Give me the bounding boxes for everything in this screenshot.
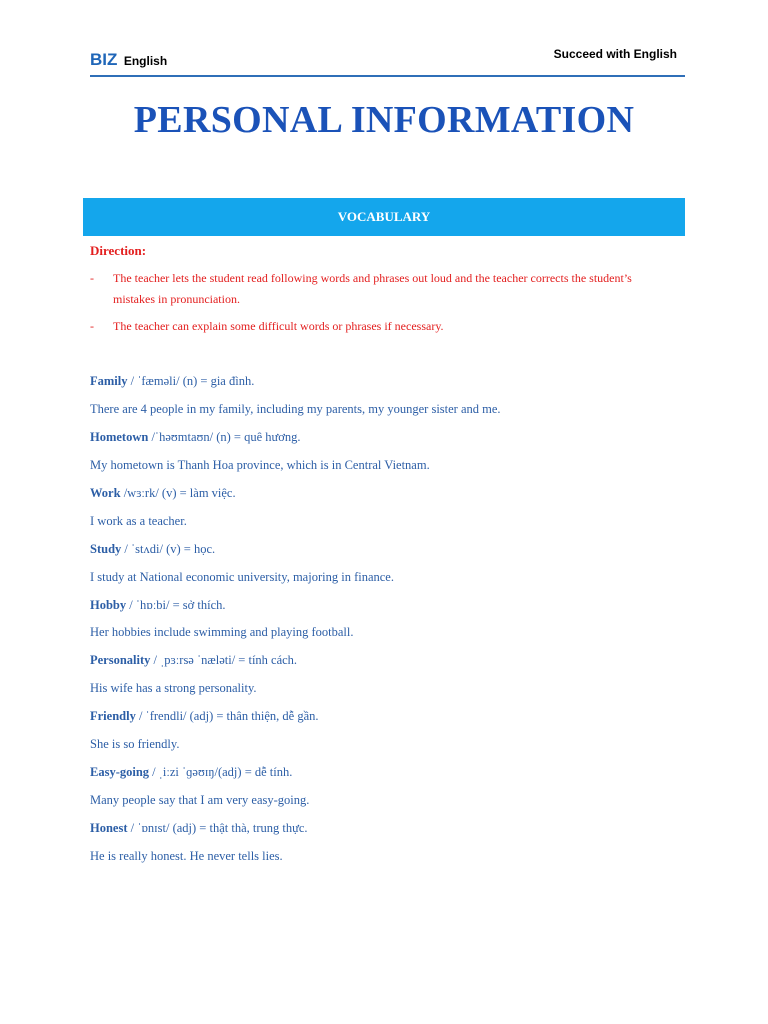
vocab-example: Many people say that I am very easy-going. <box>90 793 310 807</box>
vocab-definition: / ˈhɒːbi/ = sở thích. <box>126 598 226 612</box>
vocab-definition: / ˈfrendli/ (adj) = thân thiện, dễ gần. <box>135 709 319 723</box>
vocab-definition: / ˈfæməli/ (n) = gia đình. <box>127 374 255 388</box>
vocab-word: Family <box>90 374 128 388</box>
brand-english: English <box>123 54 168 68</box>
vocab-entry <box>90 374 690 389</box>
vocab-example: She is so friendly. <box>90 737 180 751</box>
page-header <box>90 45 685 77</box>
vocab-example: My hometown is Thanh Hoa province, which is in Central Vietnam. <box>90 458 430 472</box>
vocab-entry <box>90 486 690 501</box>
bullet-dash: - <box>90 319 94 333</box>
brand-logo <box>90 50 167 70</box>
brand-biz: BIZ <box>90 50 118 69</box>
vocab-word: Hometown <box>90 430 149 444</box>
vocab-entry <box>90 765 690 780</box>
direction-label: Direction: <box>90 243 147 258</box>
vocab-example: He is really honest. He never tells lies. <box>90 849 283 863</box>
vocab-word: Work <box>90 486 121 500</box>
vocab-word: Easy-going <box>90 765 150 779</box>
vocab-definition: / ˌpɜːrsə ˈnæləti/ = tính cách. <box>150 653 298 667</box>
section-banner <box>83 198 685 236</box>
vocab-entry <box>90 709 690 724</box>
vocab-example: I study at National economic university, majoring in finance. <box>90 570 394 584</box>
vocab-example: There are 4 people in my family, including my parents, my younger sister and me. <box>90 402 501 416</box>
direction-bullet <box>90 268 670 310</box>
vocab-word: Study <box>90 542 122 556</box>
bullet-text: The teacher can explain some difficult words or phrases if necessary. <box>113 319 444 333</box>
page-title: PERSONAL INFORMATION <box>133 99 635 141</box>
vocab-entry <box>90 598 690 613</box>
vocab-word: Friendly <box>90 709 136 723</box>
vocab-entry <box>90 430 690 445</box>
vocab-entry <box>90 821 690 836</box>
vocab-definition: /wɜːrk/ (v) = làm việc. <box>120 486 236 500</box>
vocab-definition: / ˌiːzi ˈɡəʊɪŋ/(adj) = dễ tính. <box>149 765 293 779</box>
vocab-word: Personality <box>90 653 151 667</box>
vocab-definition: /ˈhəʊmtaʊn/ (n) = quê hương. <box>148 430 301 444</box>
vocab-entry <box>90 542 690 557</box>
vocab-definition: / ˈstʌdi/ (v) = học. <box>121 542 216 556</box>
bullet-dash: - <box>90 271 94 285</box>
vocab-definition: / ˈɒnɪst/ (adj) = thật thà, trung thực. <box>127 821 308 835</box>
direction-bullet <box>90 316 670 337</box>
section-banner-label: VOCABULARY <box>337 209 431 224</box>
bullet-text: The teacher lets the student read following words and phrases out loud and the teacher corrects the student’s mistakes in pronunciation. <box>113 271 632 306</box>
vocab-word: Hobby <box>90 598 127 612</box>
tagline: Succeed with English <box>553 47 677 61</box>
vocab-word: Honest <box>90 821 128 835</box>
vocab-example: His wife has a strong personality. <box>90 681 257 695</box>
vocab-example: Her hobbies include swimming and playing football. <box>90 625 354 639</box>
vocab-example: I work as a teacher. <box>90 514 187 528</box>
vocab-entry <box>90 653 690 668</box>
